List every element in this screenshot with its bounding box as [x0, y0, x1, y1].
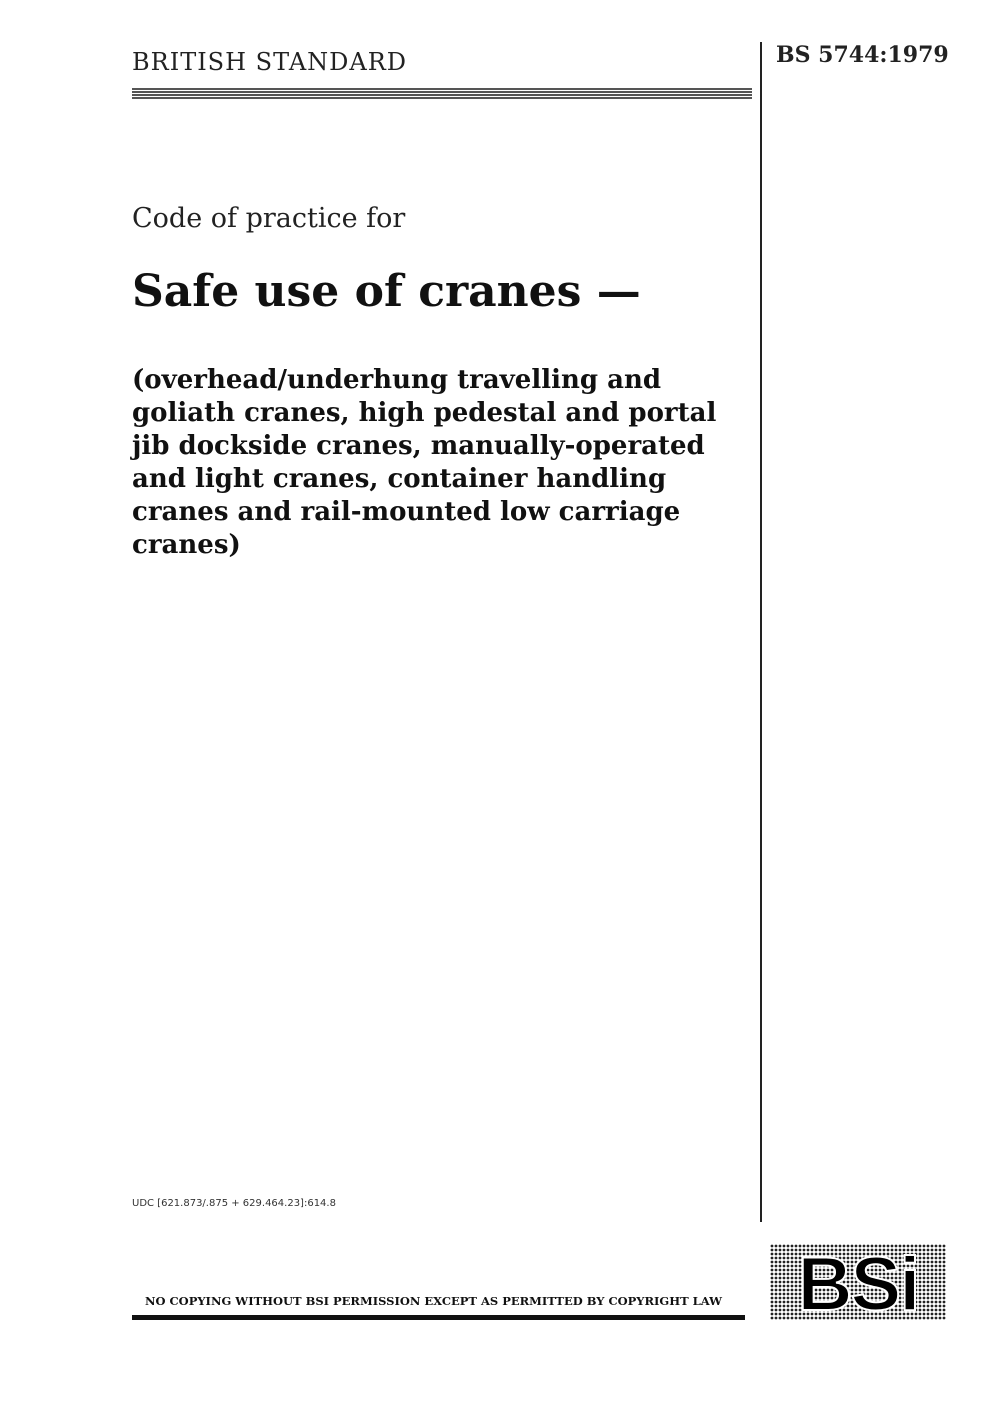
page-title: Safe use of cranes —: [132, 266, 641, 317]
bsi-logo: [770, 1244, 946, 1320]
udc-classification: UDC [621.873/.875 + 629.464.23]:614.8: [132, 1198, 336, 1209]
document-series-label: BRITISH STANDARD: [132, 48, 408, 76]
standard-number: BS 5744:1979: [776, 42, 949, 68]
copyright-notice: NO COPYING WITHOUT BSI PERMISSION EXCEPT AS PERMITTED BY COPYRIGHT LAW: [145, 1294, 723, 1308]
svg-text:BSi: BSi: [797, 1244, 919, 1320]
header-rule: [132, 88, 752, 100]
pre-title: Code of practice for: [132, 203, 406, 234]
footer-rule: [132, 1315, 745, 1320]
vertical-divider: [760, 42, 762, 1222]
subtitle: (overhead/underhung travelling and goliath cranes, high pedestal and portal jib dockside cranes, manually-operated and light cranes, container handling cranes and rail-mounted low carriage cranes): [132, 365, 717, 560]
